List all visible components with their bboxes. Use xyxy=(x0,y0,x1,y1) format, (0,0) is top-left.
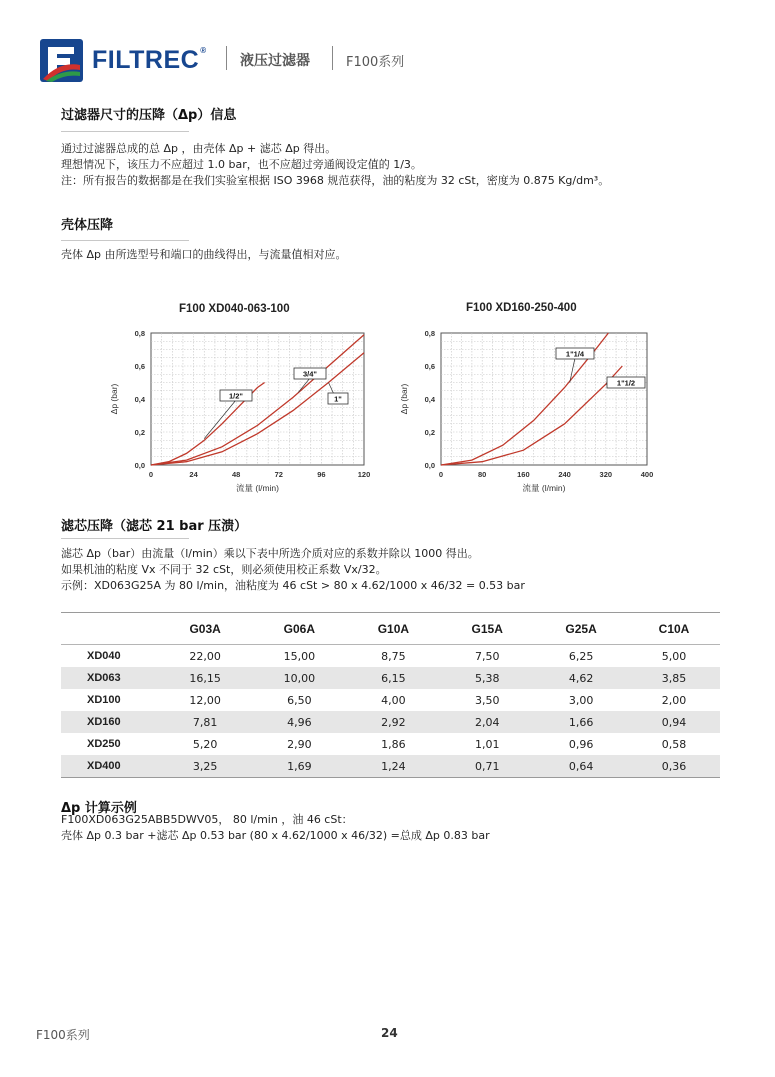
table-cell: 1,01 xyxy=(474,737,500,751)
table-cell: 4,96 xyxy=(252,711,346,733)
y-tick-label: 0,6 xyxy=(134,362,145,371)
table-header: C10A xyxy=(628,613,720,645)
row-model: XD160 xyxy=(61,711,158,733)
row-model: XD250 xyxy=(87,738,121,750)
series-label: 1/2" xyxy=(229,391,243,401)
paragraph-line: 壳体 Δp 由所选型号和端口的曲线得出，与流量值相对应。 xyxy=(61,248,347,261)
section-title-housing: 壳体压降 xyxy=(61,218,114,233)
x-tick-label: 96 xyxy=(317,470,326,479)
table-header: G15A xyxy=(440,613,534,645)
section-title-element: 滤芯压降（滤芯 21 bar 压溃） xyxy=(61,519,248,534)
footer-series: F100系列 xyxy=(36,1028,90,1042)
y-tick-label: 0,0 xyxy=(134,461,145,470)
paragraph-line: F100XD063G25ABB5DWV05， 80 l/min ，油 46 cSt： xyxy=(61,813,353,826)
x-tick-label: 48 xyxy=(232,470,241,479)
section-title-pressure-drop: 过滤器尺寸的压降（Δp）信息 xyxy=(61,108,237,123)
section-rule xyxy=(61,131,189,132)
x-tick-label: 160 xyxy=(517,470,530,479)
y-tick-label: 0,4 xyxy=(134,395,145,404)
series-label: 1"1/4 xyxy=(565,349,585,359)
table-cell: 2,90 xyxy=(287,737,312,751)
series-label: 1"1/2 xyxy=(616,378,636,388)
table-row xyxy=(61,733,720,755)
table-header: G06A xyxy=(252,613,346,645)
table-header xyxy=(61,613,158,645)
table-header: G03A xyxy=(158,613,252,645)
paragraph-line: 理想情况下，该压力不应超过 1.0 bar，也不应超过旁通阀设定值的 1/3。 xyxy=(61,158,422,171)
table-cell: 7,50 xyxy=(474,649,500,663)
table-header: G25A xyxy=(534,613,628,645)
table-cell: 6,15 xyxy=(346,667,440,689)
section-title-example: Δp 计算示例 xyxy=(61,801,137,816)
housing-dp-chart-large xyxy=(392,322,672,497)
x-tick-label: 80 xyxy=(478,470,487,479)
table-cell: 22,00 xyxy=(189,649,221,663)
coefficient-table xyxy=(61,612,720,778)
table-cell: 5,20 xyxy=(192,737,218,751)
x-axis-label: 流量 (l/min) xyxy=(522,483,566,493)
chart-title: F100 XD040-063-100 xyxy=(179,303,290,315)
table-header: G10A xyxy=(346,613,440,645)
row-model: XD063 xyxy=(61,667,158,689)
table-cell: 0,94 xyxy=(628,711,720,733)
table-cell: 1,86 xyxy=(381,737,406,751)
x-tick-label: 120 xyxy=(357,470,371,479)
table-row xyxy=(61,755,720,778)
x-tick-label: 72 xyxy=(274,470,283,479)
table-cell: 2,00 xyxy=(661,693,687,707)
table-cell: 10,00 xyxy=(252,667,346,689)
table-cell: 4,00 xyxy=(381,693,406,707)
table-cell: 3,50 xyxy=(474,693,500,707)
paragraph-line: 注：所有报告的数据都是在我们实验室根据 ISO 3968 规范获得，油的粘度为 32 cSt，密度为 0.875 Kg/dm³。 xyxy=(61,174,610,187)
paragraph-line: 示例：XD063G25A 为 80 l/min，油粘度为 46 cSt > 80 x 4.62/1000 x 46/32 = 0.53 bar xyxy=(61,579,525,592)
table-cell: 0,36 xyxy=(628,755,720,778)
table-cell: 0,96 xyxy=(568,737,594,751)
row-model: XD100 xyxy=(87,694,121,706)
table-row xyxy=(61,667,720,689)
table-cell: 1,24 xyxy=(346,755,440,778)
table-cell: 16,15 xyxy=(158,667,252,689)
series-label: 1" xyxy=(334,394,342,404)
row-model: XD400 xyxy=(61,755,158,778)
header-divider xyxy=(226,46,227,70)
x-tick-label: 400 xyxy=(640,470,654,479)
y-tick-label: 0,4 xyxy=(424,395,435,404)
brand-name: FILTREC® xyxy=(92,46,207,74)
table-cell: 4,62 xyxy=(534,667,628,689)
table-cell: 5,38 xyxy=(440,667,534,689)
y-tick-label: 0,2 xyxy=(424,428,435,437)
table-cell: 0,58 xyxy=(661,737,687,751)
table-cell: 1,69 xyxy=(252,755,346,778)
y-tick-label: 0,8 xyxy=(424,329,435,338)
paragraph-line: 如果机油的粘度 Vx 不同于 32 cSt，则必须使用校正系数 Vx/32。 xyxy=(61,563,387,576)
x-tick-label: 240 xyxy=(558,470,571,479)
table-cell: 3,85 xyxy=(628,667,720,689)
y-tick-label: 0,2 xyxy=(134,428,145,437)
table-cell: 8,75 xyxy=(381,649,406,663)
housing-dp-chart-small xyxy=(100,322,390,497)
chart-title: F100 XD160-250-400 xyxy=(466,302,577,314)
table-cell: 3,25 xyxy=(158,755,252,778)
table-row xyxy=(61,645,720,668)
series-label: 3/4" xyxy=(303,369,317,379)
table-cell: 12,00 xyxy=(189,693,221,707)
row-model: XD040 xyxy=(87,650,121,662)
table-cell: 2,92 xyxy=(346,711,440,733)
table-cell: 6,25 xyxy=(568,649,594,663)
x-tick-label: 0 xyxy=(148,470,154,479)
filtrec-logo-icon xyxy=(40,39,83,82)
x-axis-label: 流量 (l/min) xyxy=(236,483,279,493)
x-tick-label: 24 xyxy=(189,470,198,479)
x-tick-label: 0 xyxy=(438,470,444,479)
paragraph-line: 壳体 Δp 0.3 bar +滤芯 Δp 0.53 bar (80 x 4.62/1000 x 46/32) =总成 Δp 0.83 bar xyxy=(61,829,490,842)
paragraph-line: 滤芯 Δp（bar）由流量（l/min）乘以下表中所选介质对应的系数并除以 1000 得出。 xyxy=(61,547,479,560)
table-cell: 3,00 xyxy=(568,693,594,707)
table-row xyxy=(61,711,720,733)
y-tick-label: 0,6 xyxy=(424,362,435,371)
header-divider xyxy=(332,46,333,70)
table-header-row xyxy=(61,613,720,645)
table-cell: 1,66 xyxy=(534,711,628,733)
header-series: F100系列 xyxy=(346,55,405,70)
section-rule xyxy=(61,240,189,241)
table-cell: 0,71 xyxy=(440,755,534,778)
y-axis-label: Δp (bar) xyxy=(399,383,409,415)
page-number: 24 xyxy=(381,1026,398,1040)
y-tick-label: 0,0 xyxy=(424,461,435,470)
section-rule xyxy=(61,538,189,539)
table-row xyxy=(61,689,720,711)
x-tick-label: 320 xyxy=(599,470,613,479)
table-cell: 7,81 xyxy=(158,711,252,733)
table-cell: 2,04 xyxy=(440,711,534,733)
table-cell: 0,64 xyxy=(534,755,628,778)
y-axis-label: Δp (bar) xyxy=(109,383,119,415)
table-cell: 6,50 xyxy=(287,693,312,707)
table-cell: 5,00 xyxy=(661,649,687,663)
y-tick-label: 0,8 xyxy=(134,329,145,338)
header-category: 液压过滤器 xyxy=(240,53,310,69)
paragraph-line: 通过过滤器总成的总 Δp ，由壳体 Δp + 滤芯 Δp 得出。 xyxy=(61,142,337,155)
table-cell: 15,00 xyxy=(283,649,316,663)
